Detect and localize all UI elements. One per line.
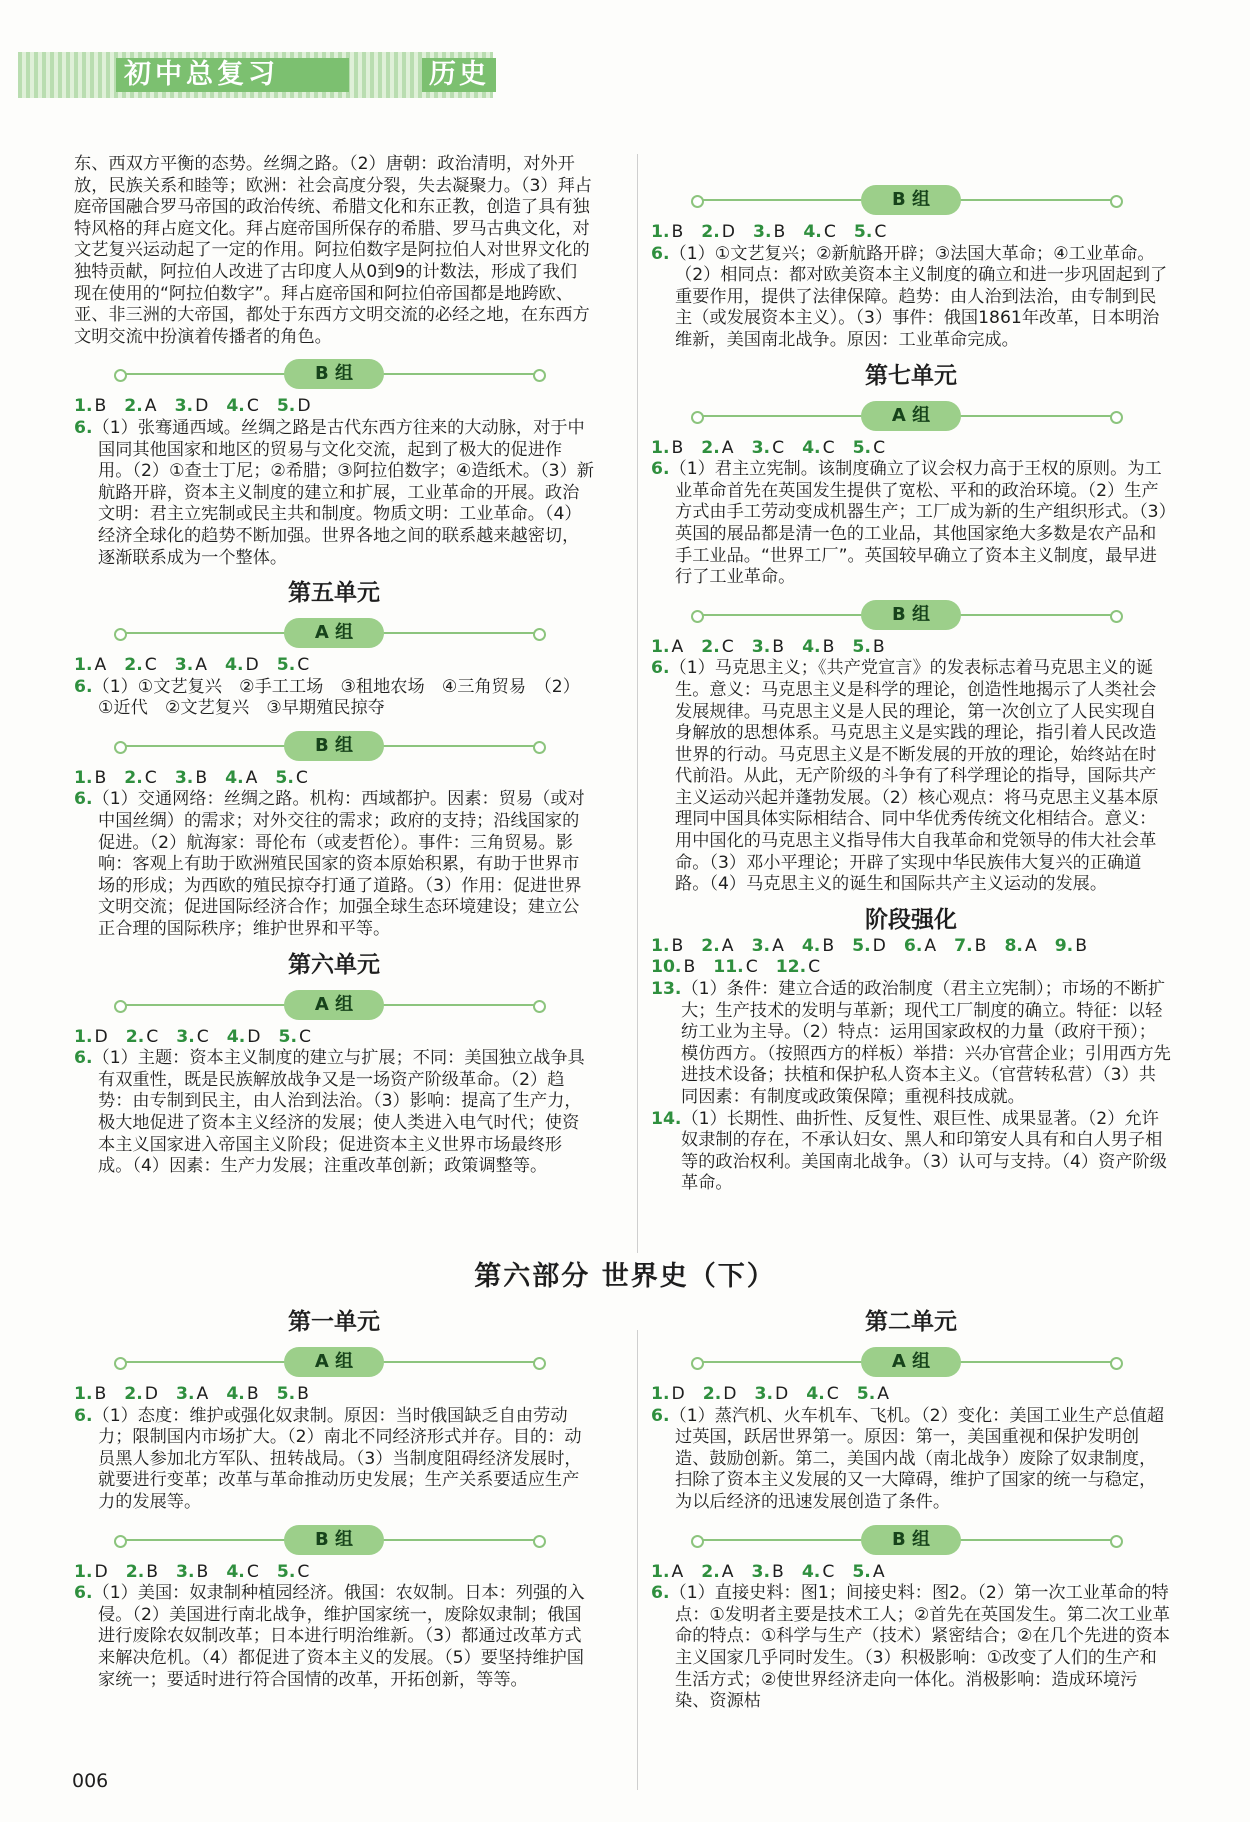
answer-letter: C <box>299 1026 312 1047</box>
answer-item: 6.（1）①文艺复兴；②新航路开辟；③法国大革命；④工业革命。（2）相同点：都对欧美资本主义制度的确立和进一步巩固起到了重要作用，提供了法律保障。趋势：由人治到法治，由专制到民主（或发展资本主义）。（3）事件：俄国1861年改革，日本明治维新，美国南北战争。原因：工业革命完成。 <box>651 243 1168 350</box>
answer-letter: B <box>297 1384 309 1404</box>
choice-answer <box>776 957 820 977</box>
choice-answer <box>126 1562 158 1582</box>
answer-letter: C <box>772 437 785 458</box>
answer-letter: A <box>671 636 684 657</box>
question-number: 7. <box>954 935 973 956</box>
answer-letter: C <box>146 1026 159 1047</box>
group-heading <box>74 728 594 764</box>
choice-answer <box>275 768 308 788</box>
answer-letter: D <box>775 1384 789 1404</box>
choice-answer <box>806 1384 839 1404</box>
answer-letter: A <box>1024 935 1037 956</box>
choice-answers <box>651 222 1171 244</box>
question-number: 2. <box>125 1026 145 1047</box>
answer-text: （1）美国：奴隶制种植园经济。俄国：农奴制。日本：列强的入侵。（2）美国进行南北战争，维护国家统一，废除奴隶制；俄国进行废除农奴制改革；日本进行明治维新。（3）都通过改革方式来解决危机。（4）都促进了资本主义的发展。（5）要坚持维护国家统一；要适时进行符合国情的改革，开拓创新，等等。 <box>92 1583 585 1690</box>
group-heading <box>74 356 594 392</box>
question-number: 1. <box>651 1384 670 1404</box>
question-number: 4. <box>802 636 821 657</box>
question-number: 1. <box>74 1026 93 1047</box>
choice-answer <box>176 1562 208 1582</box>
right-column-bottom <box>651 1298 1171 1713</box>
answer-letter: C <box>745 957 758 978</box>
choice-answers <box>74 1027 594 1049</box>
choice-answer <box>1004 936 1036 956</box>
choice-answer <box>277 1562 310 1582</box>
question-number: 3. <box>751 935 771 956</box>
choice-answer <box>803 222 836 242</box>
group-heading <box>74 1522 594 1558</box>
choice-answer <box>175 655 207 675</box>
question-number: 4. <box>226 1561 245 1582</box>
choice-answer <box>74 768 106 788</box>
answer-letter: A <box>721 437 734 458</box>
choice-answer <box>852 637 884 657</box>
question-number: 5. <box>276 655 296 676</box>
group-heading <box>651 1344 1171 1380</box>
answer-item: 6.（1）蒸汽机、火车机车、飞机。（2）变化：美国工业生产总值超过英国，跃居世界第一。原因：第一，美国重视和保护发明创造、鼓励创新。第二，美国内战（南北战争）废除了奴隶制度，扫除了资本主义发展的又一大障碍，维护了国家的统一与稳定，为以后经济的迅速发展创造了条件。 <box>651 1405 1165 1512</box>
choice-answers <box>74 768 594 790</box>
question-number: 5. <box>852 935 871 956</box>
choice-answer <box>752 1562 784 1582</box>
question-number: 2. <box>124 655 143 676</box>
choice-answer <box>651 637 683 657</box>
choice-answer <box>126 1027 159 1047</box>
question-number: 5. <box>853 222 873 242</box>
choice-answers <box>651 1562 1171 1584</box>
answer-text: （1）马克思主义；《共产党宣言》的发表标志着马克思主义的诞生。意义：马克思主义是科学的理论，创造性地揭示了人类社会发展规律。马克思主义是人民的理论，第一次创立了人民实现自身解放的思想体系。马克思主义是实践的理论，指引着人民改造世界的行动。马克思主义是不断发展的开放的理论，始终站在时代前沿。从此，无产阶级的斗争有了科学理论的指导，国际共产主义运动兴起并蓬勃发展。（2）核心观点：将马克思主义基本原理同中国具体实际相结合、同中华优秀传统文化相结合。意义：用中国化的马克思主义指导伟大自我革命和党领导的伟大社会革命。（3）邓小平理论；开辟了实现中华民族伟大复兴的正确道路。（4）马克思主义的诞生和国际共产主义运动的发展。 <box>669 658 1159 895</box>
choice-answer <box>277 396 311 416</box>
answer-letter: A <box>872 1561 885 1582</box>
question-number: 3. <box>174 396 194 417</box>
unit-title: 第七单元 <box>865 362 957 389</box>
question-number: 1. <box>74 396 93 417</box>
answer-item: 14.（1）长期性、曲折性、反复性、艰巨性、成果显著。（2）允许奴隶制的存在，不承认妇女、黑人和印第安人具有和白人男子相等的政治权利。美国南北战争。（3）认可与支持。（4）资产阶级革命。 <box>651 1108 1167 1194</box>
answer-letter: C <box>823 222 836 242</box>
choice-answers <box>651 637 1171 659</box>
choice-answer <box>701 438 733 458</box>
question-number: 1. <box>651 935 670 956</box>
answer-text: （1）蒸汽机、火车机车、飞机。（2）变化：美国工业生产总值超过英国，跃居世界第一。原因：第一，美国重视和保护发明创造、鼓励创新。第二，美国内战（南北战争）废除了奴隶制度，扫除了资本主义发展的又一大障碍，维护了国家的统一与稳定，为以后经济的迅速发展创造了条件。 <box>669 1405 1165 1512</box>
answer-letter: D <box>247 1026 261 1047</box>
choice-answers <box>651 957 1171 979</box>
question-number: 3. <box>174 767 194 788</box>
question-number: 5. <box>275 767 294 788</box>
question-number: 2. <box>702 1384 722 1404</box>
choice-answers <box>74 396 594 418</box>
choice-answer <box>124 768 157 788</box>
answer-letter: C <box>822 1561 835 1582</box>
choice-answer <box>713 957 757 977</box>
answer-letter: A <box>671 1561 684 1582</box>
choice-answers <box>74 1562 594 1584</box>
question-number: 1. <box>74 767 93 788</box>
choice-answer <box>279 1027 312 1047</box>
answer-letter: D <box>723 1384 737 1404</box>
question-number: 5. <box>276 396 296 417</box>
group-label: A 组 <box>861 1347 961 1377</box>
choice-answer <box>74 1384 106 1404</box>
answer-letter: B <box>94 767 107 788</box>
header-title: 初中总复习 <box>116 58 349 92</box>
choice-answer <box>651 438 683 458</box>
question-number: 2. <box>701 437 720 458</box>
choice-answer <box>74 396 106 416</box>
answer-letter: B <box>772 636 785 657</box>
question-number: 5. <box>856 1384 876 1404</box>
answer-item: 6.（1）美国：奴隶制种植园经济。俄国：农奴制。日本：列强的入侵。（2）美国进行南北战争，维护国家统一，废除奴隶制；俄国进行废除农奴制改革；日本进行明治维新。（3）都通过改革方式来解决危机。（4）都促进了资本主义的发展。（5）要坚持维护国家统一；要适时进行符合国情的改革，开拓创新，等等。 <box>74 1583 585 1690</box>
choice-answer <box>226 1562 259 1582</box>
answer-letter: B <box>94 1384 107 1404</box>
choice-answers <box>651 936 1171 958</box>
group-label: B 组 <box>284 1525 384 1555</box>
answer-letter: B <box>683 957 696 978</box>
answer-letter: B <box>246 1384 259 1404</box>
choice-answer <box>701 1562 733 1582</box>
header-subject: 历史 <box>422 58 496 92</box>
answer-letter: A <box>94 655 107 676</box>
answer-letter: B <box>94 396 107 417</box>
answer-letter: A <box>772 935 784 956</box>
question-number: 5. <box>276 1561 296 1582</box>
answer-letter: A <box>196 1384 209 1404</box>
answer-item: 13.（1）条件：建立合适的政治制度（君主立宪制）；市场的不断扩大；生产技术的发明与革新；现代工厂制度的确立。特征：以轻纺工业为主导。（2）特点：运用国家政权的力量（政府干预）；模仿西方。（按照西方的样板）举措：兴办官营企业；引用西方先进技术设备；扶植和保护私人资本主义。（官营转私营）（3）共同因素：有制度或政策保障；重视科技成就。 <box>651 979 1171 1107</box>
column-divider <box>637 154 638 1253</box>
question-number: 3. <box>176 1384 195 1404</box>
question-number: 1. <box>651 636 670 657</box>
group-heading <box>74 1344 594 1380</box>
choice-answer <box>701 936 733 956</box>
answer-text: （1）张骞通西域。丝绸之路是古代东西方往来的大动脉，对于中国同其他国家和地区的贸易与文化交流，起到了极大的促进作用。（2）①查士丁尼；②希腊；③阿拉伯数字；④造纸术。（3）新航路开辟，资本主义制度的建立和扩展，工业革命的开展。政治文明：君主立宪制或民主共和制度。物质文明：工业革命。（4）经济全球化的趋势不断加强。世界各地之间的联系越来越密切，逐渐联系成为一个整体。 <box>92 417 594 568</box>
choice-answer <box>226 1384 258 1404</box>
question-number: 4. <box>226 1026 246 1047</box>
question-number: 4. <box>802 437 821 458</box>
question-number: 8. <box>1004 935 1023 956</box>
answer-letter: D <box>671 1384 685 1404</box>
right-column-top <box>651 154 1171 1195</box>
choice-answer <box>651 936 683 956</box>
answer-letter: B <box>872 636 885 657</box>
choice-answer <box>277 655 310 675</box>
choice-answer <box>225 768 257 788</box>
choice-answer <box>124 655 157 675</box>
question-number: 4. <box>801 935 821 956</box>
question-number: 3. <box>176 1561 195 1582</box>
answer-letter: B <box>822 636 835 657</box>
page-number: 006 <box>72 1770 109 1792</box>
choice-answer <box>1055 936 1087 956</box>
choice-answer <box>74 1562 108 1582</box>
answer-item: 6.（1）态度：维护或强化奴隶制。原因：当时俄国缺乏自由劳动力；限制国内市场扩大。（2）南北不同经济形式并存。目的：动员黑人参加北方军队、扭转战局。（3）当制度阻碍经济发展时，就要进行变革；改革与革命推动历史发展；生产关系要适应生产力的发展等。 <box>74 1405 582 1512</box>
choice-answer <box>225 655 259 675</box>
choice-answers <box>74 655 594 677</box>
answer-letter: B <box>195 767 208 788</box>
choice-answers <box>651 438 1171 460</box>
left-column-top <box>74 154 594 1178</box>
question-number: 5. <box>852 1561 871 1582</box>
answer-letter: C <box>246 1561 259 1582</box>
choice-answer <box>176 1384 208 1404</box>
answer-letter: D <box>721 222 736 242</box>
question-number: 3. <box>751 636 771 657</box>
choice-answer <box>277 1384 309 1404</box>
question-number: 4. <box>801 1561 821 1582</box>
answer-letter: B <box>196 1561 209 1582</box>
question-number: 6. <box>903 935 923 956</box>
question-number: 5. <box>852 437 872 458</box>
choice-answer <box>701 637 734 657</box>
choice-answers <box>74 1384 594 1406</box>
choice-answer <box>124 396 156 416</box>
question-number: 4. <box>803 222 822 242</box>
answer-text: （1）君主立宪制。该制度确立了议会权力高于王权的原则。为工业革命首先在英国发生提供了宽松、平和的政治环境。（2）生产方式由手工劳动变成机器生产；工厂成为新的生产组织形式。（3）英国的展品都是清一色的工业品，其他国家绝大多数是农产品和手工业品。“世界工厂”。英国较早确立了资本主义制度，最早进行了工业革命。 <box>669 459 1168 588</box>
unit-title: 阶段强化 <box>865 906 957 933</box>
answer-letter: A <box>877 1384 890 1404</box>
unit-title: 第五单元 <box>288 580 380 607</box>
question-number: 2. <box>701 636 720 657</box>
answer-text: （1）①文艺复兴 ②手工工场 ③租地农场 ④三角贸易 （2）①近代 ②文艺复兴 ③早期殖民掠夺 <box>92 676 580 719</box>
answer-text: （1）态度：维护或强化奴隶制。原因：当时俄国缺乏自由劳动力；限制国内市场扩大。（2）南北不同经济形式并存。目的：动员黑人参加北方军队、扭转战局。（3）当制度阻碍经济发展时，就要进行变革；改革与革命推动历史发展；生产关系要适应生产力的发展等。 <box>92 1405 582 1512</box>
question-number: 11. <box>713 957 744 978</box>
choice-answer <box>802 936 834 956</box>
question-number: 9. <box>1054 935 1074 956</box>
question-number: 2. <box>701 935 720 956</box>
question-number: 4. <box>225 767 244 788</box>
column-divider <box>637 1330 638 1790</box>
answer-letter: D <box>297 396 311 417</box>
group-heading <box>651 398 1171 434</box>
choice-answer <box>176 1027 209 1047</box>
answer-letter: C <box>144 655 157 676</box>
group-heading <box>74 615 594 651</box>
choice-answer <box>954 936 986 956</box>
question-number: 4. <box>806 1384 825 1404</box>
answer-item: 6.（1）交通网络：丝绸之路。机构：西域都护。因素：贸易（或对中国丝绸）的需求；对外交往的需求；政府的支持；沿线国家的促进。（2）航海家：哥伦布（或麦哲伦）。事件：三角贸易。影响：客观上有助于欧洲殖民国家的资本原始积累，有助于世界市场的形成；为西欧的殖民掠夺打通了道路。（3）作用：促进世界文明交流；促进国际经济合作；加强全球生态环境建设；建立公正合理的国际秩序；维护世界和平等。 <box>74 789 585 940</box>
question-number: 2. <box>124 767 143 788</box>
answer-letter: C <box>874 222 887 242</box>
answer-letter: A <box>245 767 258 788</box>
choice-answer <box>752 637 784 657</box>
answer-letter: C <box>196 1026 209 1047</box>
answer-letter: B <box>146 1561 159 1582</box>
group-label: A 组 <box>284 618 384 648</box>
answer-letter: D <box>144 1384 159 1404</box>
question-number: 4. <box>226 396 245 417</box>
answer-text: （1）直接史料：图1；间接史料：图2。（2）第一次工业革命的特点：①发明者主要是技术工人；②首先在英国发生。第二次工业革命的特点：①科学与生产（技术）紧密结合；②在几个先进的资本主义国家几乎同时发生。（3）积极影响：①改变了人们的生产和生活方式；②使世界经济走向一体化。消极影响：造成环境污染、资源枯 <box>669 1583 1170 1712</box>
choice-answer <box>701 222 735 242</box>
answer-letter: C <box>297 1561 310 1582</box>
choice-answer <box>753 222 785 242</box>
question-number: 2. <box>124 396 143 417</box>
question-number: 3. <box>174 655 194 676</box>
group-heading <box>651 597 1171 633</box>
choice-answer <box>802 438 835 458</box>
group-heading <box>74 987 594 1023</box>
choice-answer <box>853 438 886 458</box>
answer-text: （1）主题：资本主义制度的建立与扩展；不同：美国独立战争具有双重性，既是民族解放战争又是一场资产阶级革命。（2）趋势：由专制到民主，由人治到法治。（3）影响：提高了生产力，极大地促进了资本主义经济的发展；使人类进入电气时代；使资本主义国家进入帝国主义阶段；促进资本主义世界市场最终形成。（4）因素：生产力发展；注重改革创新；政策调整等。 <box>92 1048 585 1177</box>
group-label: B 组 <box>284 359 384 389</box>
answer-item: 6.（1）马克思主义；《共产党宣言》的发表标志着马克思主义的诞生。意义：马克思主义是科学的理论，创造性地揭示了人类社会发展规律。马克思主义是人民的理论，第一次创立了人民实现自身解放的思想体系。马克思主义是实践的理论，指引着人民改造世界的行动。马克思主义是不断发展的开放的理论，始终站在时代前沿。从此，无产阶级的斗争有了科学理论的指导，国际共产主义运动兴起并蓬勃发展。（2）核心观点：将马克思主义基本原理同中国具体实际相结合、同中华优秀传统文化相结合。意义：用中国化的马克思主义指导伟大自我革命和党领导的伟大社会革命。（3）邓小平理论；开辟了实现中华民族伟大复兴的正确道路。（4）马克思主义的诞生和国际共产主义运动的发展。 <box>651 658 1159 895</box>
answer-letter: B <box>822 935 835 956</box>
group-label: A 组 <box>284 990 384 1020</box>
choice-answer <box>227 1027 261 1047</box>
choice-answer <box>124 1384 158 1404</box>
question-number: 4. <box>225 655 244 676</box>
answer-letter: C <box>297 655 310 676</box>
choice-answer <box>852 1562 884 1582</box>
answer-letter: C <box>144 767 157 788</box>
answer-text: （1）条件：建立合适的政治制度（君主立宪制）；市场的不断扩大；生产技术的发明与革新；现代工厂制度的确立。特征：以轻纺工业为主导。（2）特点：运用国家政权的力量（政府干预）；模仿西方。（按照西方的样板）举措：兴办官营企业；引用西方先进技术设备；扶植和保护私人资本主义。（官营转私营）（3）共同因素：有制度或政策保障；重视科技成就。 <box>681 979 1171 1107</box>
group-heading <box>651 1522 1171 1558</box>
answer-item: 6.（1）君主立宪制。该制度确立了议会权力高于王权的原则。为工业革命首先在英国发生提供了宽松、平和的政治环境。（2）生产方式由手工劳动变成机器生产；工厂成为新的生产组织形式。（3）英国的展品都是清一色的工业品，其他国家绝大多数是农产品和手工业品。“世界工厂”。英国较早确立了资本主义制度，最早进行了工业革命。 <box>651 459 1168 588</box>
question-number: 1. <box>651 1561 670 1582</box>
choice-answer <box>703 1384 737 1404</box>
question-number: 3. <box>753 222 772 242</box>
choice-answer <box>175 396 209 416</box>
answer-text: （1）①文艺复兴；②新航路开辟；③法国大革命；④工业革命。（2）相同点：都对欧美资本主义制度的确立和进一步巩固起到了重要作用，提供了法律保障。趋势：由人治到法治，由专制到民主（或发展资本主义）。（3）事件：俄国1861年改革，日本明治维新，美国南北战争。原因：工业革命完成。 <box>669 243 1168 350</box>
question-number: 4. <box>226 1384 245 1404</box>
question-number: 5. <box>852 636 871 657</box>
answer-letter: B <box>773 222 786 242</box>
answer-letter: B <box>671 222 684 242</box>
choice-answers <box>651 1384 1171 1406</box>
question-number: 3. <box>751 1561 771 1582</box>
part-title: 第六部分 世界史（下） <box>474 1261 776 1292</box>
answer-letter: D <box>94 1561 108 1582</box>
question-number: 1. <box>651 437 670 458</box>
choice-answer <box>74 655 106 675</box>
choice-answer <box>651 222 683 242</box>
answer-letter: C <box>721 636 734 657</box>
question-number: 2. <box>701 222 720 242</box>
group-heading <box>651 182 1171 218</box>
answer-letter: C <box>808 957 821 978</box>
answer-item: 6.（1）直接史料：图1；间接史料：图2。（2）第一次工业革命的特点：①发明者主要是技术工人；②首先在英国发生。第二次工业革命的特点：①科学与生产（技术）紧密结合；②在几个先进的资本主义国家几乎同时发生。（3）积极影响：①改变了人们的生产和生活方式；②使世界经济走向一体化。消极影响：造成环境污染、资源枯 <box>651 1583 1170 1712</box>
question-number: 10. <box>651 957 682 978</box>
choice-answer <box>802 637 834 657</box>
group-label: B 组 <box>861 600 961 630</box>
choice-answer <box>857 1384 889 1404</box>
group-label: B 组 <box>861 1525 961 1555</box>
choice-answer <box>651 957 695 977</box>
choice-answer <box>752 438 785 458</box>
question-number: 1. <box>74 1561 93 1582</box>
answer-letter: D <box>872 935 886 956</box>
question-number: 3. <box>751 437 771 458</box>
answer-text: （1）交通网络：丝绸之路。机构：西域都护。因素：贸易（或对中国丝绸）的需求；对外交往的需求；政府的支持；沿线国家的促进。（2）航海家：哥伦布（或麦哲伦）。事件：三角贸易。影响：客观上有助于欧洲殖民国家的资本原始积累，有助于世界市场的形成；为西欧的殖民掠夺打通了道路。（3）作用：促进世界文明交流；促进国际经济合作；加强全球生态环境建设；建立公正合理的国际秩序；维护世界和平等。 <box>92 789 585 940</box>
choice-answer <box>854 222 887 242</box>
question-number: 5. <box>276 1384 296 1404</box>
question-number: 2. <box>125 1561 145 1582</box>
answer-text: 东、西双方平衡的态势。丝绸之路。（2）唐朝：政治清明，对外开放，民族关系和睦等；欧洲：社会高度分裂，失去凝聚力。（3）拜占庭帝国融合罗马帝国的政治传统、希腊文化和东正教，创造了具有独特风格的拜占庭文化。拜占庭帝国所保存的希腊、罗马古典文化，对文艺复兴运动起了一定的作用。阿拉伯数字是阿拉伯人对世界文化的独特贡献，阿拉伯人改进了古印度人从0到9的计数法，形成了我们现在使用的“阿拉伯数字”。拜占庭帝国和阿拉伯帝国都是地跨欧、亚、非三洲的大帝国，都处于东西方文明交流的必经之地，在东西方文明交流中扮演着传播者的角色。 <box>74 154 592 347</box>
answer-letter: C <box>826 1384 839 1404</box>
question-number: 5. <box>278 1026 298 1047</box>
group-label: B 组 <box>284 731 384 761</box>
answer-item: 6.（1）主题：资本主义制度的建立与扩展；不同：美国独立战争具有双重性，既是民族解放战争又是一场资产阶级革命。（2）趋势：由专制到民主，由人治到法治。（3）影响：提高了生产力，极大地促进了资本主义经济的发展；使人类进入电气时代；使资本主义国家进入帝国主义阶段；促进资本主义世界市场最终形成。（4）因素：生产力发展；注重改革创新；政策调整等。 <box>74 1048 585 1177</box>
choice-answer <box>74 1027 108 1047</box>
question-number: 2. <box>701 1561 720 1582</box>
question-number: 12. <box>775 957 807 978</box>
answer-letter: C <box>295 767 308 788</box>
choice-answer <box>226 396 259 416</box>
choice-answer <box>802 1562 835 1582</box>
answer-letter: B <box>974 935 987 956</box>
choice-answer <box>175 768 207 788</box>
choice-answer <box>752 936 784 956</box>
answer-item: 6.（1）①文艺复兴 ②手工工场 ③租地农场 ④三角贸易 （2）①近代 ②文艺复兴 ③早期殖民掠夺 <box>74 676 580 719</box>
answer-letter: A <box>721 935 734 956</box>
unit-title: 第一单元 <box>288 1309 380 1335</box>
choice-answer <box>852 936 886 956</box>
answer-letter: A <box>721 1561 734 1582</box>
choice-answer <box>755 1384 789 1404</box>
question-number: 3. <box>176 1026 195 1047</box>
question-number: 1. <box>74 1384 93 1404</box>
group-label: B 组 <box>861 185 961 215</box>
answer-letter: A <box>144 396 157 417</box>
unit-title: 第二单元 <box>865 1309 957 1335</box>
answer-letter: A <box>195 655 208 676</box>
answer-letter: C <box>822 437 835 458</box>
answer-letter: D <box>195 396 209 417</box>
question-number: 3. <box>754 1384 773 1404</box>
answer-letter: D <box>245 655 259 676</box>
choice-answer <box>651 1384 685 1404</box>
answer-letter: B <box>671 437 684 458</box>
group-label: A 组 <box>284 1347 384 1377</box>
question-number: 2. <box>124 1384 143 1404</box>
answer-letter: B <box>772 1561 784 1582</box>
answer-letter: C <box>873 437 886 458</box>
answer-letter: B <box>1075 935 1087 956</box>
answer-item: 6.（1）张骞通西域。丝绸之路是古代东西方往来的大动脉，对于中国同其他国家和地区的贸易与文化交流，起到了极大的促进作用。（2）①查士丁尼；②希腊；③阿拉伯数字；④造纸术。（3）新航路开辟，资本主义制度的建立和扩展，工业革命的开展。政治文明：君主立宪制或民主共和制度。物质文明：工业革命。（4）经济全球化的趋势不断加强。世界各地之间的联系越来越密切，逐渐联系成为一个整体。 <box>74 417 594 568</box>
unit-title: 第六单元 <box>288 951 380 978</box>
choice-answer <box>904 936 936 956</box>
question-number: 1. <box>74 655 93 676</box>
answer-text: （1）长期性、曲折性、反复性、艰巨性、成果显著。（2）允许奴隶制的存在，不承认妇女、黑人和印第安人具有和白人男子相等的政治权利。美国南北战争。（3）认可与支持。（4）资产阶级革命。 <box>681 1108 1167 1194</box>
answer-letter: C <box>246 396 259 417</box>
answer-letter: B <box>671 935 684 956</box>
page-header-banner <box>18 52 493 98</box>
answer-letter: A <box>924 935 937 956</box>
question-number: 1. <box>651 222 670 242</box>
answer-letter: D <box>94 1026 108 1047</box>
left-column-bottom <box>74 1298 594 1691</box>
choice-answer <box>651 1562 683 1582</box>
group-label: A 组 <box>861 401 961 431</box>
